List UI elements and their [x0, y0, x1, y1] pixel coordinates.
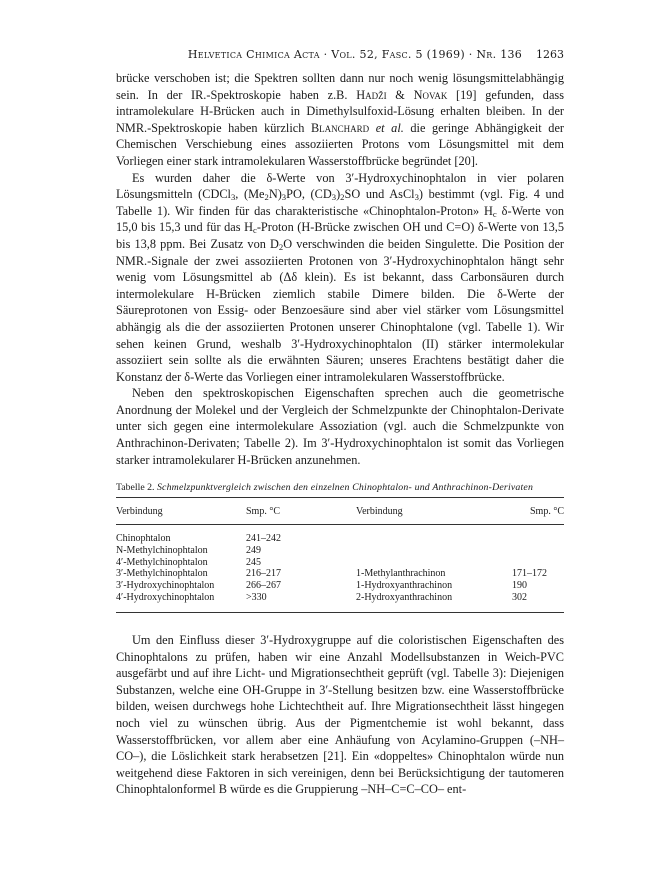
paragraph-3: Neben den spektroskopischen Eigenschaften sprechen auch die geometrische Anordnung der Molekel und der Vergleich der Schmelzpunkte der Chinophtalon-Derivate unter sich gegen eine intermolekulare Assoziation (vgl. auch die Schmelzpunkte von Anthrachinon-Derivaten; Tabelle 2). Im 3′-Hydroxychinophtalon ist somit das Vorliegen starker intramolekularer H-Brücken anzunehmen. [116, 386, 564, 467]
text-run: brücke verschoben ist; die Spektren sollten dann nur noch wenig lösungsmittelabhängig sein. In der IR.-Spektroskopie haben z.B. [116, 71, 564, 102]
column-header: Verbindung [356, 506, 403, 517]
table-bottom-rule [116, 612, 564, 613]
table-caption-text: Schmelzpunktvergleich zwischen den einzelnen Chinophtalon- und Anthrachinon-Derivaten [156, 482, 534, 493]
table-cell: 302 [512, 592, 527, 603]
table-body [116, 533, 564, 613]
paragraph-4: Um den Einfluss dieser 3′-Hydroxygruppe auf die coloristischen Eigenschaften des Chinophtalons zu prüfen, haben wir eine Anzahl Modellsubstanzen in Weich-PVC ausgefärbt und auf ihre Licht- und Migrationsechtheit geprüft (vgl. Tabelle 3): Diejenigen Substanzen, welche eine OH-Gruppe in 3′-Stellung besitzen bzw. eine Wasserstoffbrücke bilden, weisen durchwegs hohe Lichtechtheit auf. Ihre Migrationsechtheit lässt hingegen noch viel zu wünschen übrig. Aus der Pigmentchemie ist wohl bekannt, dass Wasserstoffbrücken, vor allem aber eine Anhäufung von Acylamino-Gruppen (–NH–CO–), die Löslichkeit stark herabsetzen [21]. Ein «doppeltes» Chinophtalon würde nun weitgehend diese Faktoren in sich vereinigen, denn bei Berücksichtigung der tautomeren Chinophtalonformel B würde es die Gruppierung –NH–C=C–CO– ent- [116, 633, 564, 797]
text-run: ) bestimmt (vgl. Fig. 4 und Tabelle 1). Wir finden für das charakteristische «Chinophtalon-Proton» H [116, 187, 564, 218]
table-cell: 1-Hydroxyanthrachinon [356, 580, 453, 592]
text-run: O verschwinden die beiden Singulette. Die Position der NMR.-Signale der zwei assoziierten Protonen von 3′-Hydroxychinophtalon hängt sehr wenig vom Lösungsmittel ab (Δδ klein). Es ist bekannt, dass Carbonsäuren durch intermolekulare H-Brücken ziemlich stabile Dimere bilden. Die δ-Werte der Säureprotonen von Essig- oder Benzoesäure sind aber viel stärker vom Lösungsmittel abhängig als die der assoziierten Protonen unserer Chinophtalone (vgl. Tabelle 1). Wir sehen keinen Grund, weshalb 3′-Hydroxychinophtalon (II) stärker intermolekular assoziiert sein sollte als die erwähnten Säuren; unseres Erachtens bestätigt daher die Konstanz der δ-Werte das Vorliegen einer intramolekularen Wasserstoffbrücke. [116, 236, 564, 384]
subscript: 3 [281, 192, 287, 203]
text-run: δ-Werte von 15,0 bis 15,3 und für das H [116, 203, 564, 235]
text-run: die geringe Abhängigkeit der Chemischen Verschiebung eines assoziierten Protons vom Lösungsmittel mit dem Vorliegen einer stark intramolekularen Wasserstoffbrücke begründet [20]. [116, 120, 565, 168]
table-row [116, 545, 564, 557]
subscript: 2 [278, 241, 284, 252]
table-cell: 171–172 [512, 568, 547, 580]
table-cell: 1-Methylanthrachinon [356, 568, 446, 580]
table-header-row [116, 506, 564, 520]
paragraph-1 [116, 70, 564, 170]
text-run: SO und AsCl [344, 187, 415, 202]
table-cell: 216–217 [246, 568, 281, 580]
table-row [116, 533, 564, 545]
author-name: Hadži [356, 87, 387, 102]
table-row [116, 557, 564, 569]
text-run: [19] gefunden, dass intramolekulare H-Brücken auch in Dimethylsulfoxid-Lösung erhalten bleiben. In der NMR.-Spektroskopie haben kürzlich [116, 87, 564, 135]
text-run: N) [268, 187, 282, 202]
table-cell: 4′-Methylchinophtalon [116, 556, 208, 568]
text-run: PO, (CD [286, 187, 332, 202]
author-name: Novak [413, 87, 448, 102]
subscript: 3 [331, 192, 337, 203]
column-header: Smp. °C [530, 506, 565, 517]
author-name: Blanchard [310, 120, 370, 135]
column-header: Verbindung [116, 506, 163, 517]
text-run: ) [336, 187, 341, 202]
table-cell: 245 [246, 556, 261, 568]
table-cell: 3′-Methylchinophtalon [116, 568, 208, 580]
column-header: Smp. °C [246, 506, 281, 517]
text-run: , (Me [235, 187, 265, 202]
body-text-lower [116, 632, 564, 798]
subscript: 3 [414, 192, 419, 203]
table-cell: 190 [512, 580, 527, 592]
table-row [116, 568, 564, 580]
et-al: et al. [369, 120, 404, 135]
text-run: -Proton (H-Brücke zwischen OH und C=O) δ-Werte von 13,5 bis 13,8 ppm. Bei Zusatz von D [116, 220, 564, 251]
table-cell: 4′-Hydroxychinophtalon [116, 592, 215, 603]
journal-citation: Helvetica Chimica Acta · Vol. 52, Fasc. 5 (1969) · Nr. 136 [187, 48, 523, 61]
text-run: & [386, 87, 414, 102]
table-caption-label: Tabelle 2. [116, 482, 155, 493]
body-text-upper [116, 70, 564, 468]
table-row [116, 580, 564, 592]
table-cell: 266–267 [246, 580, 281, 592]
running-head [116, 48, 564, 62]
table-top-rule [116, 497, 564, 498]
table-cell: Chinophtalon [116, 533, 171, 544]
table-cell: 241–242 [246, 533, 281, 544]
table-cell: N-Methylchinophtalon [116, 544, 208, 556]
table-cell: >330 [246, 592, 267, 603]
subscript: c [253, 225, 257, 236]
table-cell: 249 [246, 544, 261, 556]
table-cell: 3′-Hydroxychinophtalon [116, 580, 215, 592]
text-run: Es wurden daher die δ-Werte von 3′-Hydroxychinophtalon in vier polaren Lösungsmitteln (CDCl [116, 170, 564, 202]
page-number: 1263 [536, 48, 564, 61]
paragraph-2 [116, 170, 564, 386]
subscript: 3 [230, 192, 236, 203]
subscript: c [492, 208, 497, 219]
table-row [116, 592, 564, 604]
table-caption [116, 482, 564, 494]
subscript: 2 [264, 192, 269, 203]
table-header-rule [116, 524, 564, 525]
subscript: 2 [340, 192, 345, 203]
table-cell: 2-Hydroxyanthrachinon [356, 592, 453, 603]
